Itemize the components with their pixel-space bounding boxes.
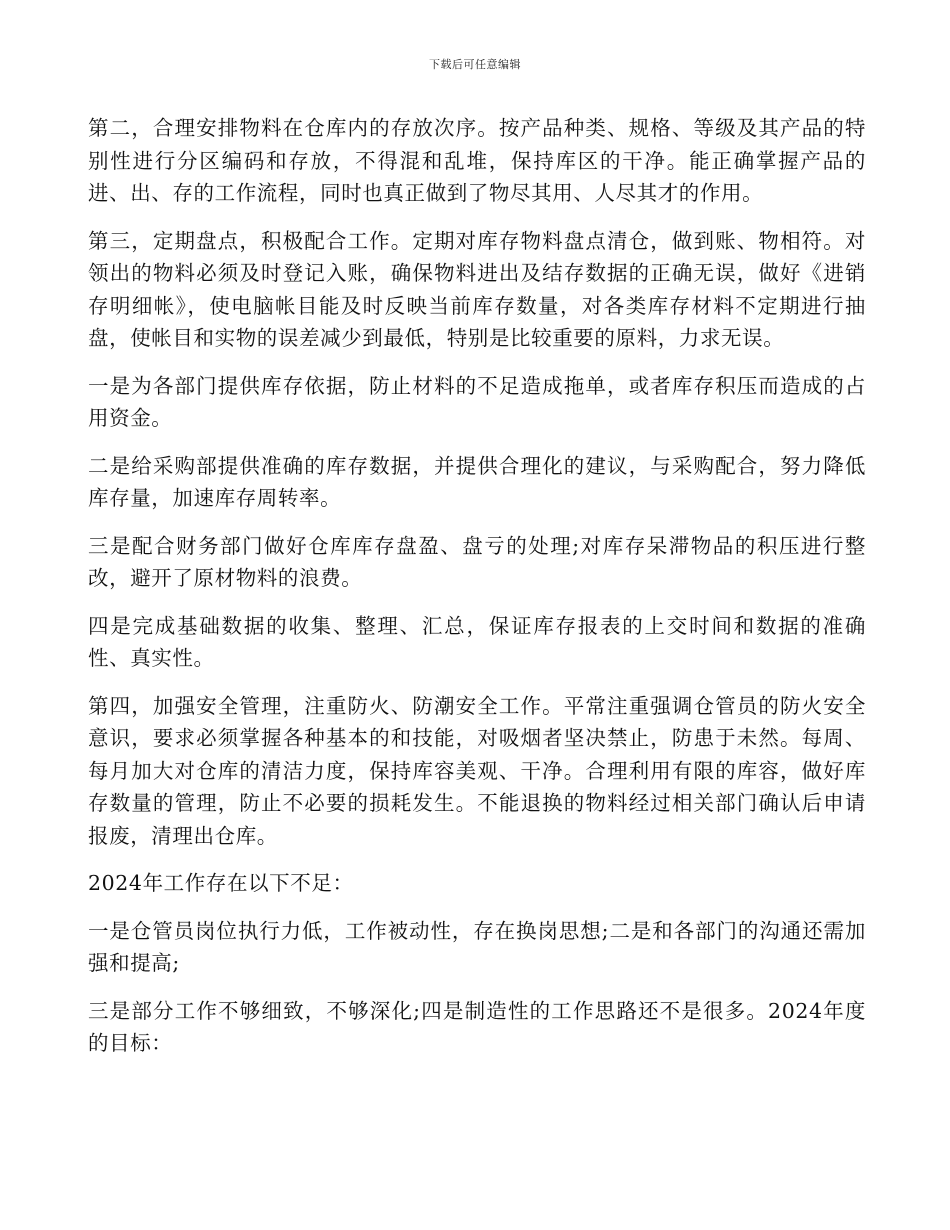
paragraph-third-point: 第三，定期盘点，积极配合工作。定期对库存物料盘点清仓，做到账、物相符。对领出的物料必须及时登记入账，确保物料进出及结存数据的正确无误，做好《进销存明细帐》，使电脑帐目能及时反映当前库存数量，对各类库存材料不定期进行抽盘，使帐目和实物的误差减少到最低，特别是比较重要的原料，力求无误。 (88, 228, 866, 350)
paragraph-shortcoming-one-two: 一是仓管员岗位执行力低，工作被动性，存在换岗思想;二是和各部门的沟通还需加强和提高; (88, 918, 866, 975)
paragraph-item-one: 一是为各部门提供库存依据，防止材料的不足造成拖单，或者库存积压而造成的占用资金。 (88, 373, 866, 430)
paragraph-fourth-point: 第四，加强安全管理，注重防火、防潮安全工作。平常注重强调仓管员的防火安全意识，要求必须掌握各种基本的和技能，对吸烟者坚决禁止，防患于未然。每周、每月加大对仓库的清洁力度，保持库容美观、干净。合理利用有限的库容，做好库存数量的管理，防止不必要的损耗发生。不能退换的物料经过相关部门确认后申请报废，清理出仓库。 (88, 693, 866, 848)
document-body (88, 112, 866, 1075)
page-header: 下载后可任意编辑 (429, 58, 521, 71)
paragraph-shortcoming-three-four: 三是部分工作不够细致，不够深化;四是制造性的工作思路还不是很多。2024年度的目标： (88, 998, 866, 1055)
paragraph-item-two: 二是给采购部提供准确的库存数据，并提供合理化的建议，与采购配合，努力降低库存量，加速库存周转率。 (88, 453, 866, 510)
paragraph-item-four: 四是完成基础数据的收集、整理、汇总，保证库存报表的上交时间和数据的准确性、真实性。 (88, 613, 866, 670)
paragraph-shortcomings-heading: 2024年工作存在以下不足： (88, 871, 354, 895)
paragraph-item-three: 三是配合财务部门做好仓库库存盘盈、盘亏的处理;对库存呆滞物品的积压进行整改，避开了原材物料的浪费。 (88, 533, 866, 590)
paragraph-second-point: 第二，合理安排物料在仓库内的存放次序。按产品种类、规格、等级及其产品的特别性进行分区编码和存放，不得混和乱堆，保持库区的干净。能正确掌握产品的进、出、存的工作流程，同时也真正做到了物尽其用、人尽其才的作用。 (88, 116, 866, 205)
